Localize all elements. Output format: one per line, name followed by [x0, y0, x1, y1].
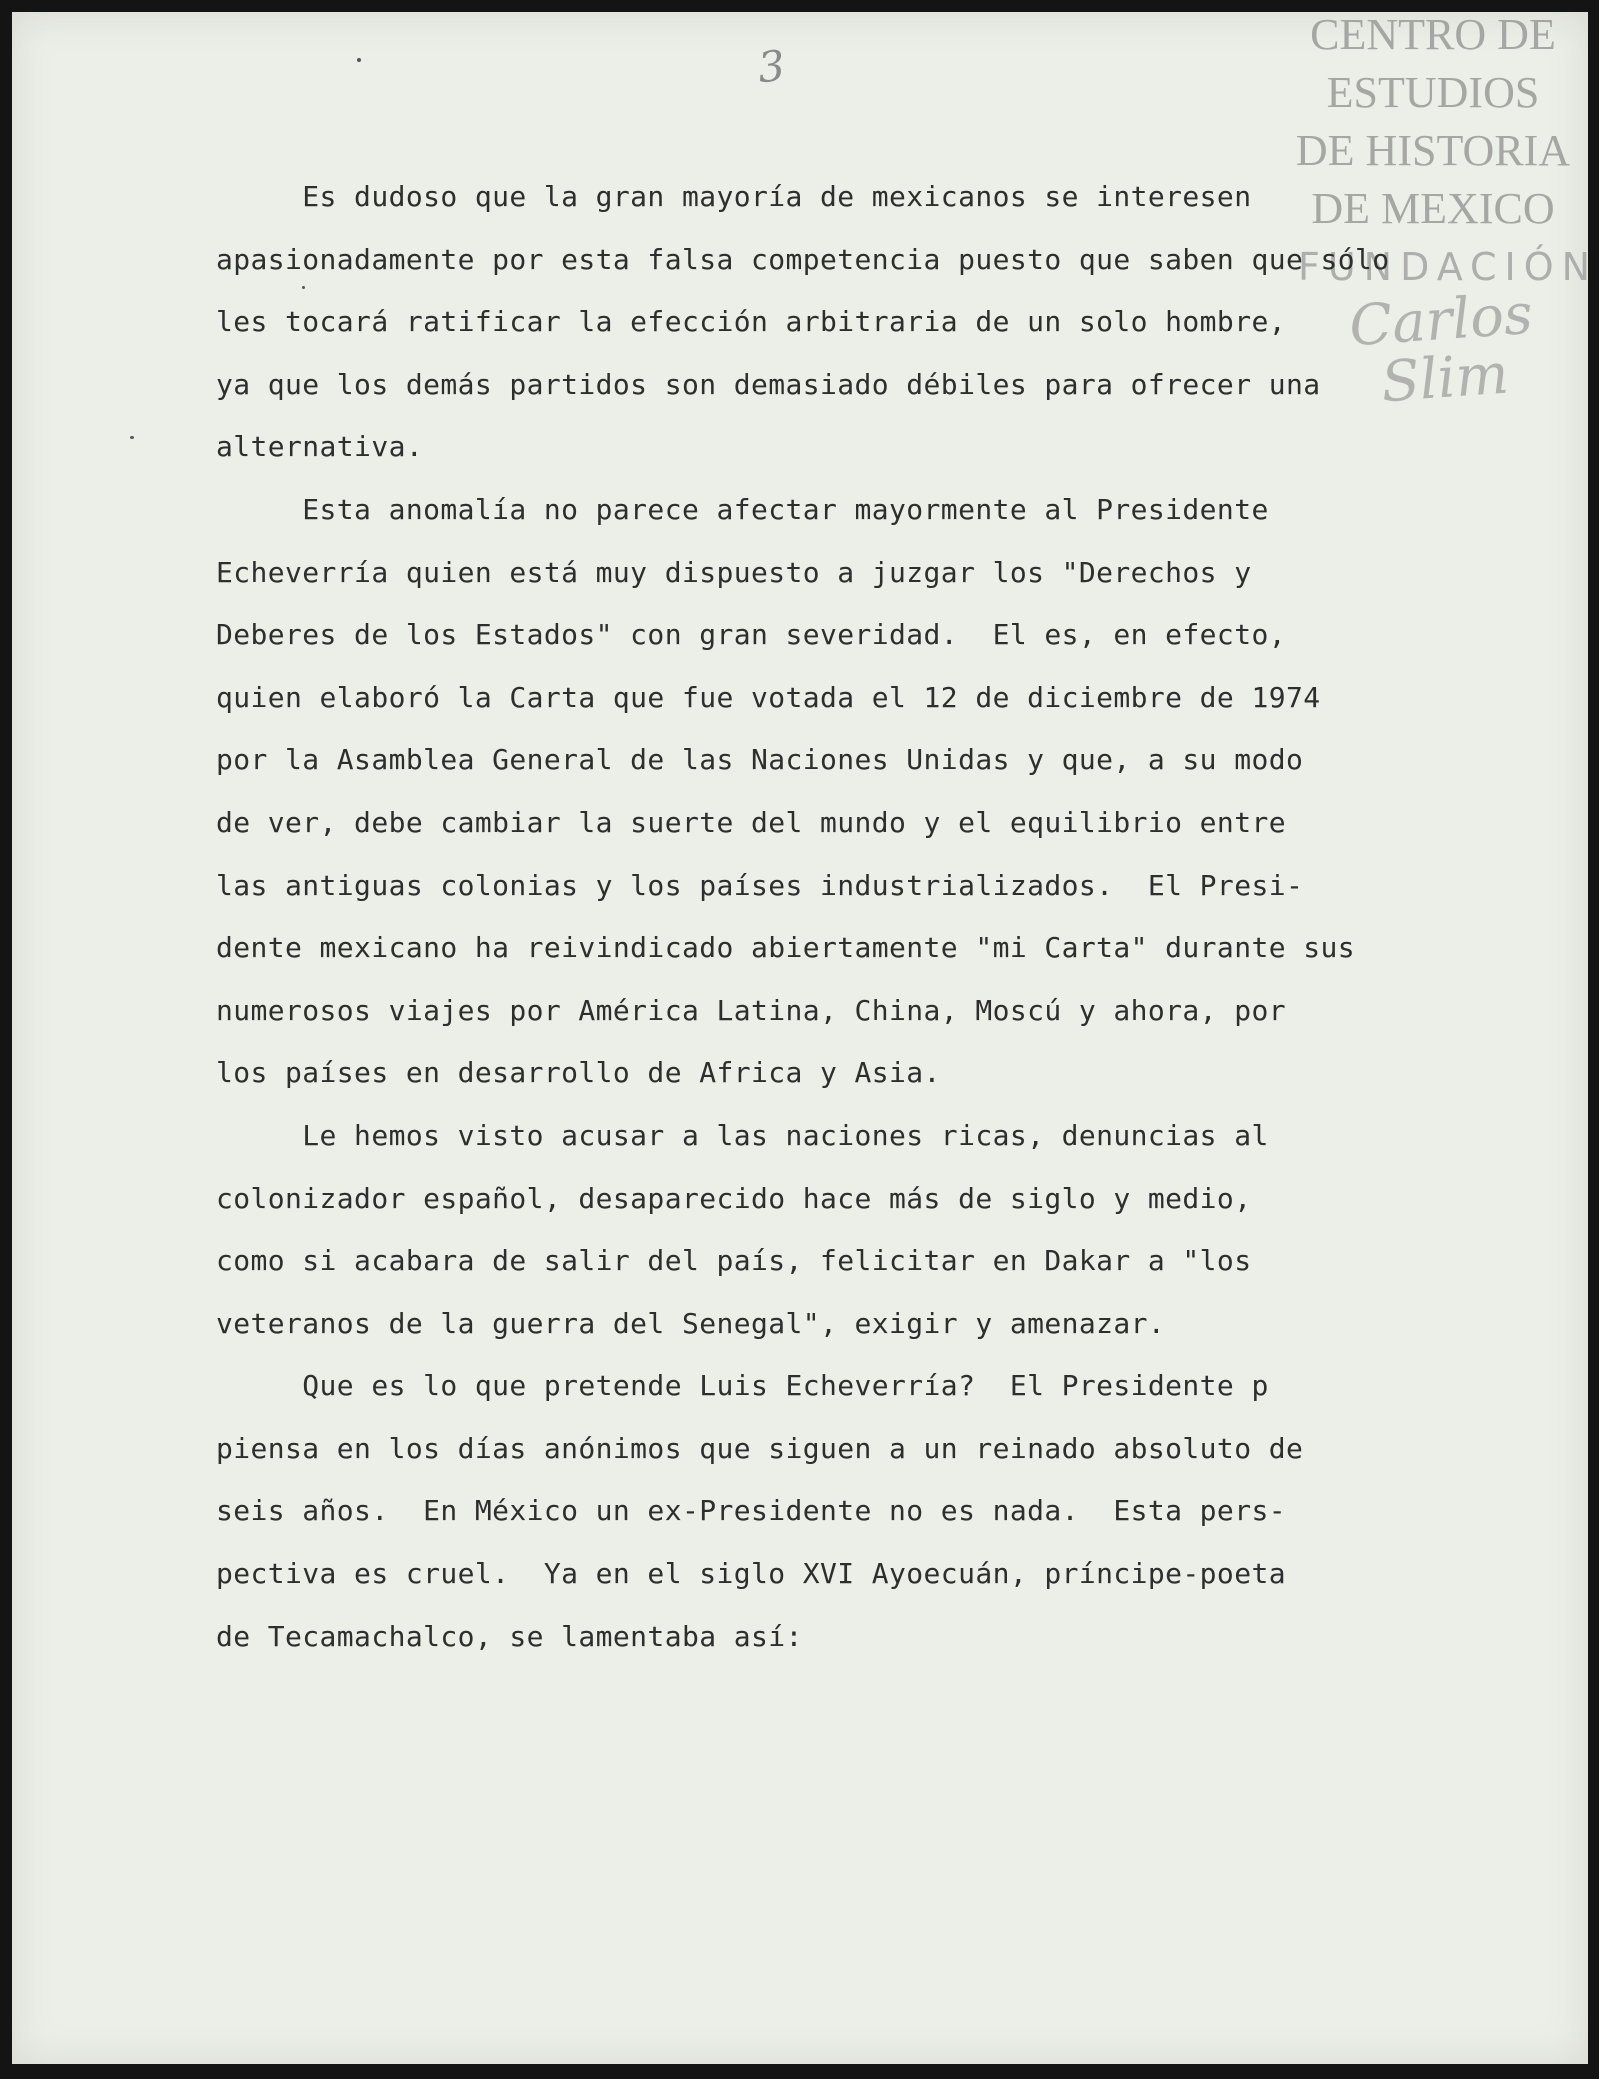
text-line: dente mexicano ha reivindicado abiertamente "mi Carta" durante sus — [216, 931, 1355, 965]
watermark-line-3: DE HISTORIA — [1295, 126, 1571, 175]
text-line: Echeverría quien está muy dispuesto a juzgar los "Derechos y — [216, 555, 1252, 589]
text-line: veteranos de la guerra del Senegal", exigir y amenazar. — [216, 1306, 1166, 1340]
text-line: les tocará ratificar la efección arbitraria de un solo hombre, — [216, 305, 1286, 339]
text-line: Deberes de los Estados" con gran severidad. El es, en efecto, — [216, 618, 1286, 652]
watermark-line-2: ESTUDIOS — [1326, 68, 1540, 117]
text-line: Esta anomalía no parece afectar mayormente al Presidente — [216, 492, 1269, 526]
text-line: de ver, debe cambiar la suerte del mundo y el equilibrio entre — [216, 805, 1286, 839]
watermark-line-1: CENTRO DE — [1310, 10, 1556, 59]
text-line: apasionadamente por esta falsa competencia puesto que saben que sólo — [216, 242, 1390, 276]
text-line: Es dudoso que la gran mayoría de mexicanos se interesen — [216, 180, 1252, 213]
text-line: por la Asamblea General de las Naciones Unidas y que, a su modo — [216, 743, 1304, 777]
watermark-signature: Carlos Slim — [1347, 281, 1535, 416]
watermark-line-4: DE MEXICO — [1311, 184, 1555, 233]
text-line: alternativa. — [216, 430, 424, 464]
text-line: seis años. En México un ex-Presidente no es nada. Esta pers- — [216, 1494, 1286, 1528]
text-line: las antiguas colonias y los países industrializados. El Presi- — [216, 868, 1304, 902]
text-line: numerosos viajes por América Latina, China, Moscú y ahora, por — [216, 993, 1286, 1027]
text-line: pectiva es cruel. Ya en el siglo XVI Ayoecuán, príncipe-poeta — [216, 1557, 1286, 1591]
speck-mark — [130, 436, 134, 439]
typed-body-text — [216, 166, 1498, 1668]
watermark-foundation: FUNDACIÓN — [1298, 245, 1599, 289]
text-line: como si acabara de salir del país, felicitar en Dakar a "los — [216, 1244, 1252, 1278]
speck-mark — [357, 58, 361, 62]
text-line: colonizador español, desaparecido hace más de siglo y medio, — [216, 1181, 1252, 1215]
text-line: ya que los demás partidos son demasiado débiles para ofrecer una — [216, 367, 1321, 401]
text-line: los países en desarrollo de Africa y Asia. — [216, 1056, 941, 1090]
text-line: Que es lo que pretende Luis Echeverría? El Presidente p — [216, 1369, 1269, 1403]
text-line: Le hemos visto acusar a las naciones ricas, denuncias al — [216, 1118, 1269, 1152]
text-line: piensa en los días anónimos que siguen a un reinado absoluto de — [216, 1431, 1304, 1465]
page-number: 3 — [755, 40, 788, 93]
text-line: quien elaboró la Carta que fue votada el 12 de diciembre de 1974 — [216, 680, 1321, 714]
text-line: de Tecamachalco, se lamentaba así: — [216, 1619, 803, 1653]
